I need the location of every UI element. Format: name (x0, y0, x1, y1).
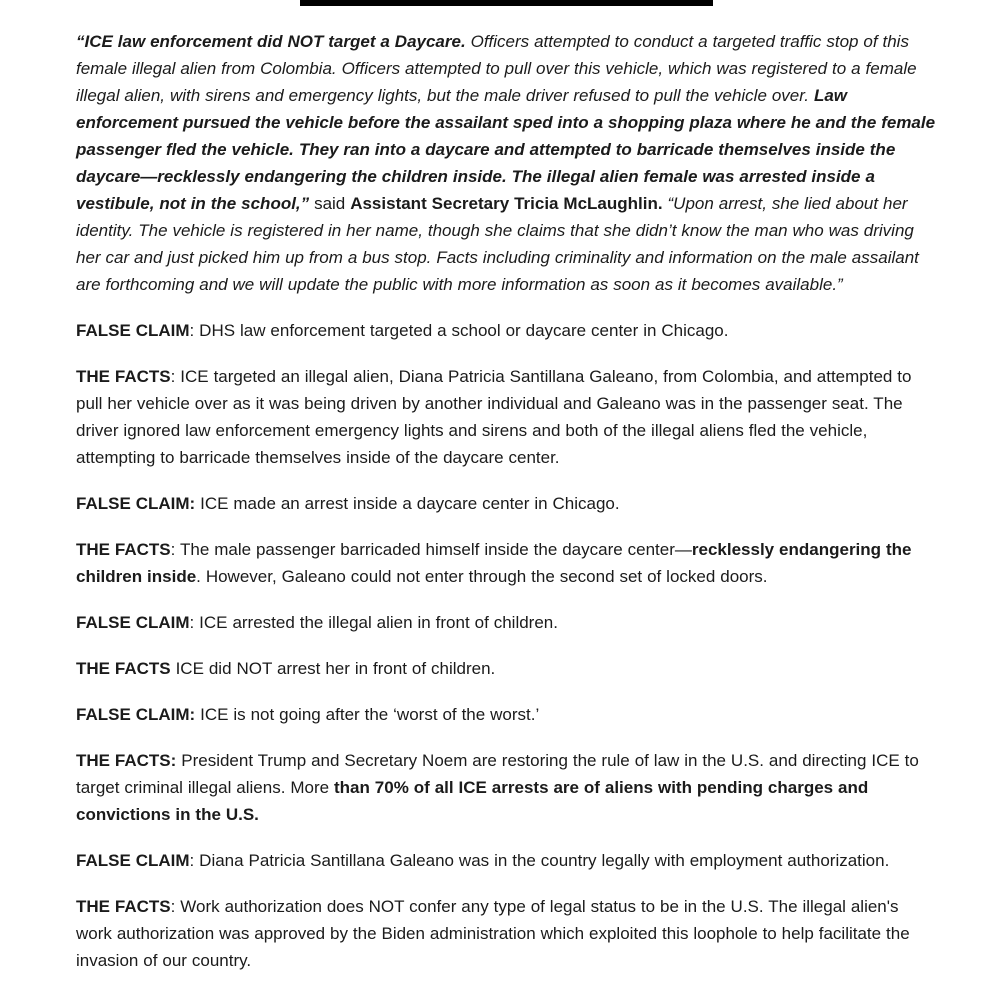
text-segment: ICE is not going after the ‘worst of the worst.’ (195, 705, 540, 724)
false-claim-1 (76, 317, 936, 344)
facts-3 (76, 655, 936, 682)
text-segment: FALSE CLAIM (76, 613, 190, 632)
text-segment: : The male passenger barricaded himself inside the daycare center— (170, 540, 692, 559)
text-segment: THE FACTS (76, 897, 171, 916)
text-segment: : ICE targeted an illegal alien, Diana Patricia Santillana Galeano, from Colombia, and attempted to pull her vehicle over as it was being driven by another individual and Galeano was in the passenger seat. The driver ignored law enforcement emergency lights and sirens and both of the illegal aliens fled the vehicle, attempting to barricade themselves inside of the daycare center. (76, 367, 912, 467)
text-segment: recklessly endangering the children inside (76, 540, 912, 586)
text-segment: ICE made an arrest inside a daycare center in Chicago. (195, 494, 620, 513)
text-segment: FALSE CLAIM (76, 321, 190, 340)
text-segment: FALSE CLAIM: (76, 494, 196, 513)
text-segment: THE FACTS (76, 367, 171, 386)
text-segment: FALSE CLAIM (76, 851, 190, 870)
facts-1 (76, 363, 936, 471)
false-claim-5 (76, 847, 936, 874)
text-segment: : DHS law enforcement targeted a school or daycare center in Chicago. (189, 321, 729, 340)
text-segment: said (309, 194, 351, 213)
text-segment: Officers attempted to conduct a targeted traffic stop of this female illegal alien from Colombia. Officers attempted to pull over this vehicle, which was registered to a female illegal alien, with sirens and emergency lights, but the male driver refused to pull the vehicle over. (76, 32, 917, 105)
facts-2 (76, 536, 936, 590)
text-segment: Assistant Secretary Tricia McLaughlin. (350, 194, 668, 213)
facts-5 (76, 893, 936, 974)
false-claim-3 (76, 609, 936, 636)
text-segment: Law enforcement pursued the vehicle before the assailant sped into a shopping plaza where he and the female passenger fled the vehicle. They ran into a daycare and attempted to barricade themselves inside the daycare—recklessly endangering the children inside. The illegal alien female was arrested inside a vestibule, not in the school,” (76, 86, 936, 213)
text-segment: THE FACTS (76, 540, 171, 559)
statement-paragraph (76, 28, 936, 298)
text-segment: THE FACTS (76, 659, 171, 678)
text-segment: than 70% of all ICE arrests are of aliens with pending charges and convictions in the U.S. (76, 778, 869, 824)
facts-4 (76, 747, 936, 828)
text-segment: President Trump and Secretary Noem are restoring the rule of law in the U.S. and directing ICE to target criminal illegal aliens. More (76, 751, 919, 797)
false-claim-2 (76, 490, 936, 517)
text-segment: : ICE arrested the illegal alien in front of children. (189, 613, 558, 632)
text-segment: . However, Galeano could not enter through the second set of locked doors. (196, 567, 768, 586)
text-segment: “Upon arrest, she lied about her identity. The vehicle is registered in her name, though she claims that she didn’t know the man who was driving her car and just picked him up from a bus stop. Facts including criminality and information on the male assailant are forthcoming and we will update the public with more information as soon as it becomes available.” (76, 194, 919, 294)
text-segment: “ICE law enforcement did NOT target a Daycare. (76, 32, 471, 51)
false-claim-4 (76, 701, 936, 728)
text-segment: ICE did NOT arrest her in front of children. (170, 659, 496, 678)
text-segment: THE FACTS: (76, 751, 177, 770)
embedded-media-bottom-edge (300, 0, 713, 6)
text-segment: : Work authorization does NOT confer any type of legal status to be in the U.S. The illegal alien's work authorization was approved by the Biden administration which exploited this loophole to help facilitate the invasion of our country. (76, 897, 910, 970)
text-segment: FALSE CLAIM: (76, 705, 196, 724)
text-segment: : Diana Patricia Santillana Galeano was in the country legally with employment authorization. (189, 851, 890, 870)
